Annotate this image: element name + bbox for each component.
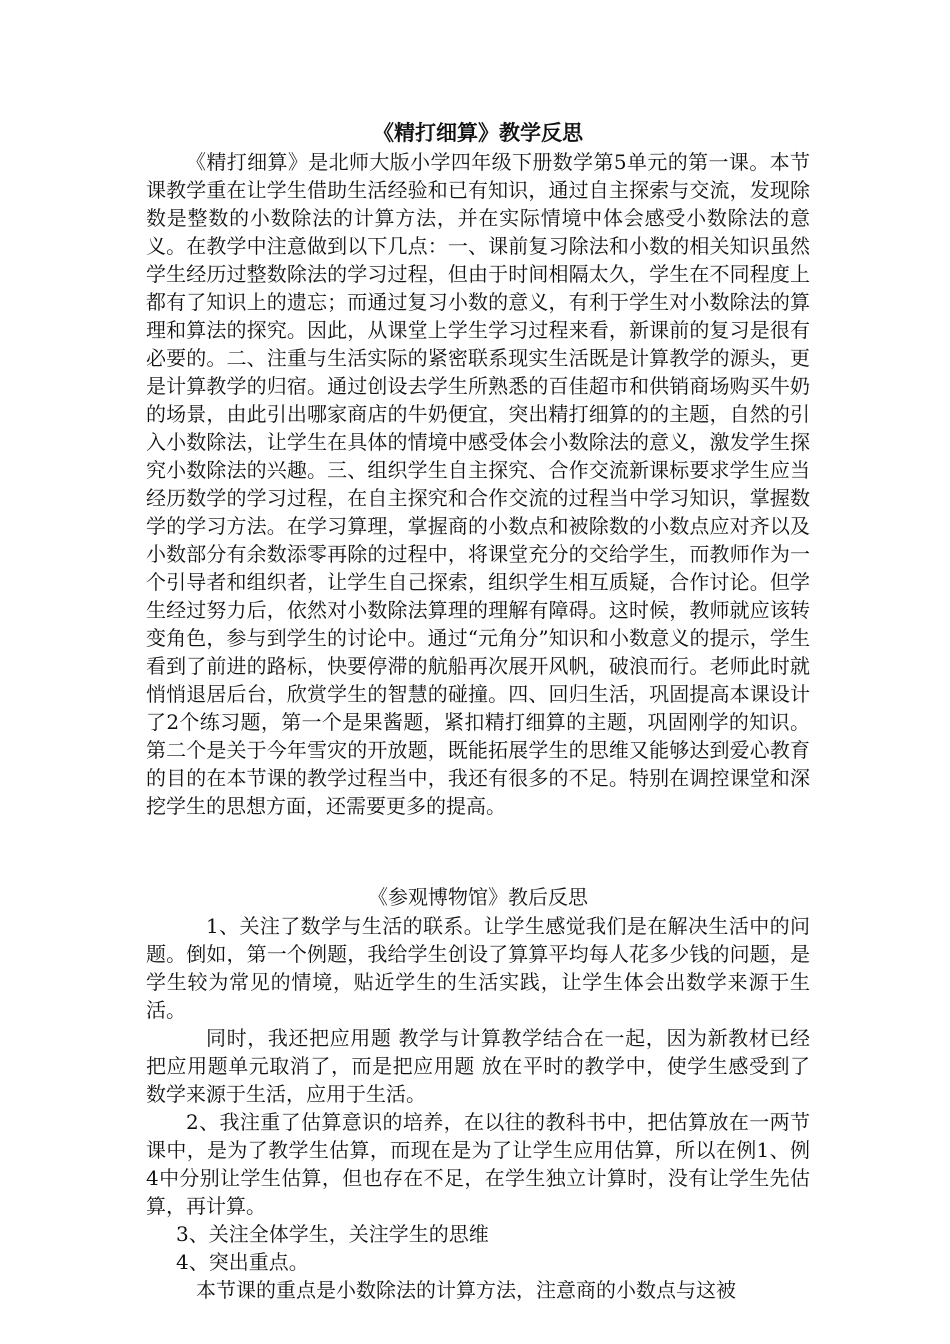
section1-title: 《精打细算》教学反思	[373, 120, 583, 145]
section2-paragraph-3: 2、我注重了估算意识的培养，在以往的教科书中，把估算放在一两节课中，是为了教学生估算，而现在是为了让学生应用估算，所以在例1、例4中分别让学生估算，但也存在不足，在学生独立计算时，没有让学生先估算，再计算。	[146, 1110, 810, 1218]
section2-paragraph-5: 4、突出重点。	[176, 1250, 309, 1274]
section2-paragraph-1: 1、关注了数学与生活的联系。让学生感觉我们是在解决生活中的问题。倒如，第一个例题，我给学生创设了算算平均每人花多少钱的问题，是学生较为常见的情境，贴近学生的生活实践，让学生体会出数学来源于生活。	[146, 914, 810, 1022]
section2-paragraph-4: 3、关注全体学生，关注学生的思维	[176, 1222, 489, 1246]
section2-title: 《参观博物馆》教后反思	[368, 885, 588, 909]
section1-body: 《精打细算》是北师大版小学四年级下册数学第5单元的第一课。本节课教学重在让学生借助生活经验和已有知识，通过自主探索与交流，发现除数是整数的小数除法的计算方法，并在实际情境中体会感受小数除法的意义。在教学中注意做到以下几点：一、课前复习除法和小数的相关知识虽然学生经历过整数除法的学习过程，但由于时间相隔太久，学生在不同程度上都有了知识上的遗忘；而通过复习小数的意义，有利于学生对小数除法的算理和算法的探究。因此，从课堂上学生学习过程来看，新课前的复习是很有必要的。二、注重与生活实际的紧密联系现实生活既是计算教学的源头，更是计算教学的归宿。通过创设去学生所熟悉的百佳超市和供销商场购买牛奶的场景，由此引出哪家商店的牛奶便宜，突出精打细算的的主题，自然的引入小数除法，让学生在具体的情境中感受体会小数除法的意义，激发学生探究小数除法的兴趣。三、组织学生自主探究、合作交流新课标要求学生应当经历数学的学习过程，在自主探究和合作交流的过程当中学习知识，掌握数学的学习方法。在学习算理，掌握商的小数点和被除数的小数点应对齐以及小数部分有余数添零再除的过程中，将课堂充分的交给学生，而教师作为一个引导者和组织者，让学生自己探索，组织学生相互质疑，合作讨论。但学生经过努力后，依然对小数除法算理的理解有障碍。这时候，教师就应该转变角色，参与到学生的讨论中。通过“元角分”知识和小数意义的提示，学生看到了前进的路标，快要停滞的航船再次展开风帆，破浪而行。老师此时就悄悄退居后台，欣赏学生的智慧的碰撞。四、回归生活，巩固提高本课设计了2个练习题，第一个是果酱题，紧扣精打细算的主题，巩固刚学的知识。第二个是关于今年雪灾的开放题，既能拓展学生的思维又能够达到爱心教育的目的在本节课的教学过程当中，我还有很多的不足。特别在调控课堂和深挖学生的思想方面，还需要更多的提高。	[146, 150, 810, 818]
section2-paragraph-2: 同时，我还把应用题 教学与计算教学结合在一起，因为新教材已经把应用题单元取消了，而是把应用题 放在平时的教学中，使学生感受到了数学来源于生活，应用于生活。	[146, 1026, 810, 1106]
section-spacer	[146, 820, 810, 882]
document-page	[146, 118, 810, 1304]
section2-paragraph-6: 本节课的重点是小数除法的计算方法，注意商的小数点与这被	[196, 1278, 736, 1302]
